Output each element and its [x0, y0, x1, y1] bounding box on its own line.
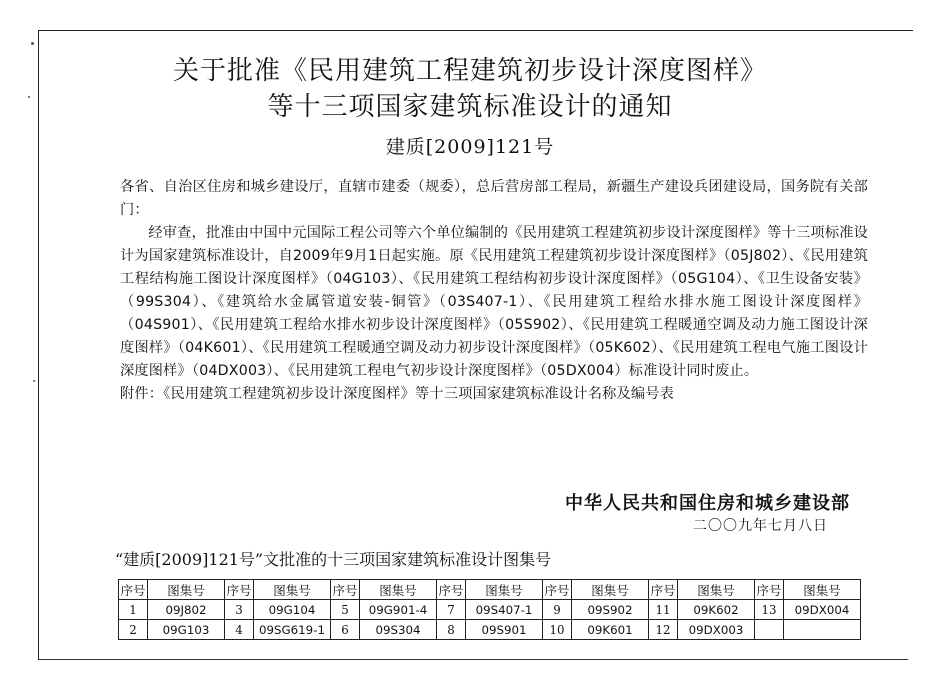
serial-number-cell: 6	[331, 620, 360, 640]
header-serial-number: 序号	[331, 580, 360, 600]
atlas-number-cell: 09K601	[572, 620, 649, 640]
header-atlas-number: 图集号	[678, 580, 755, 600]
serial-number-cell: 4	[225, 620, 254, 640]
atlas-number-table	[118, 579, 861, 640]
atlas-number-cell: 09G901-4	[360, 600, 437, 620]
page-frame-top-border	[38, 30, 913, 31]
empty-cell	[784, 620, 861, 640]
recipients-paragraph: 各省、自治区住房和城乡建设厅，直辖市建委（规委），总后营房部工程局，新疆生产建设兵团建设局，国务院有关部门：	[120, 179, 868, 218]
atlas-number-cell: 09S901	[466, 620, 543, 640]
header-serial-number: 序号	[225, 580, 254, 600]
scan-speck	[28, 96, 30, 98]
serial-number-cell: 3	[225, 600, 254, 620]
atlas-number-cell: 09S902	[572, 600, 649, 620]
header-atlas-number: 图集号	[784, 580, 861, 600]
atlas-number-cell: 09DX004	[784, 600, 861, 620]
attachment-line: 附件：《民用建筑工程建筑初步设计深度图样》等十三项国家建筑标准设计名称及编号表	[120, 386, 675, 402]
notice-body	[120, 176, 868, 406]
serial-number-cell: 1	[119, 600, 148, 620]
serial-number-cell: 9	[543, 600, 572, 620]
atlas-number-cell: 09DX003	[678, 620, 755, 640]
header-serial-number: 序号	[543, 580, 572, 600]
atlas-number-cell: 09S304	[360, 620, 437, 640]
atlas-number-cell: 09S407-1	[466, 600, 543, 620]
header-serial-number: 序号	[437, 580, 466, 600]
serial-number-cell: 10	[543, 620, 572, 640]
atlas-number-cell: 09J802	[148, 600, 225, 620]
notice-title-line-2: 等十三项国家建筑标准设计的通知	[267, 92, 673, 122]
serial-number-cell: 5	[331, 600, 360, 620]
serial-number-cell: 8	[437, 620, 466, 640]
table-row	[119, 600, 861, 620]
page-frame-left-border	[38, 30, 39, 660]
serial-number-cell: 11	[649, 600, 678, 620]
header-atlas-number: 图集号	[360, 580, 437, 600]
issuing-organization: 中华人民共和国住房和城乡建设部	[565, 493, 850, 514]
header-serial-number: 序号	[649, 580, 678, 600]
serial-number-cell: 7	[437, 600, 466, 620]
atlas-number-cell: 09K602	[678, 600, 755, 620]
scan-speck	[31, 42, 34, 45]
atlas-number-cell: 09SG619-1	[254, 620, 331, 640]
issue-date: 二〇〇九年七月八日	[693, 518, 828, 534]
table-header-row	[119, 580, 861, 600]
header-atlas-number: 图集号	[466, 580, 543, 600]
empty-cell	[755, 620, 784, 640]
main-paragraph: 经审查，批准由中国中元国际工程公司等六个单位编制的《民用建筑工程建筑初步设计深度图样》等十三项标准设计为国家建筑标准设计，自2009年9月1日起实施。原《民用建筑工程建筑初步设计深度图样》（05J802）、《民用建筑工程结构施工图设计深度图样》（04G103）、《民用建筑工程结构初步设计深度图样》（05G104）、《卫生设备安装》（99S304）、《建筑给水金属管道安装-铜管》（03S407-1）、《民用建筑工程给水排水施工图设计深度图样》（04S901）、《民用建筑工程给水排水初步设计深度图样》（05S902）、《民用建筑工程暖通空调及动力施工图设计深度图样》（04K601）、《民用建筑工程暖通空调及动力初步设计深度图样》（05K602）、《民用建筑工程电气施工图设计深度图样》（04DX003）、《民用建筑工程电气初步设计深度图样》（05DX004）标准设计同时废止。	[120, 225, 868, 379]
table-caption: “建质[2009]121号”文批准的十三项国家建筑标准设计图集号	[115, 550, 552, 569]
page-frame-bottom-border	[38, 659, 908, 660]
header-serial-number: 序号	[119, 580, 148, 600]
header-atlas-number: 图集号	[148, 580, 225, 600]
serial-number-cell: 13	[755, 600, 784, 620]
atlas-number-cell: 09G103	[148, 620, 225, 640]
serial-number-cell: 2	[119, 620, 148, 640]
header-atlas-number: 图集号	[572, 580, 649, 600]
atlas-number-cell: 09G104	[254, 600, 331, 620]
serial-number-cell: 12	[649, 620, 678, 640]
table-row	[119, 620, 861, 640]
notice-title-line-1: 关于批准《民用建筑工程建筑初步设计深度图样》	[172, 56, 767, 86]
document-number: 建质[2009]121号	[385, 136, 555, 158]
header-atlas-number: 图集号	[254, 580, 331, 600]
scan-speck	[33, 380, 35, 382]
header-serial-number: 序号	[755, 580, 784, 600]
